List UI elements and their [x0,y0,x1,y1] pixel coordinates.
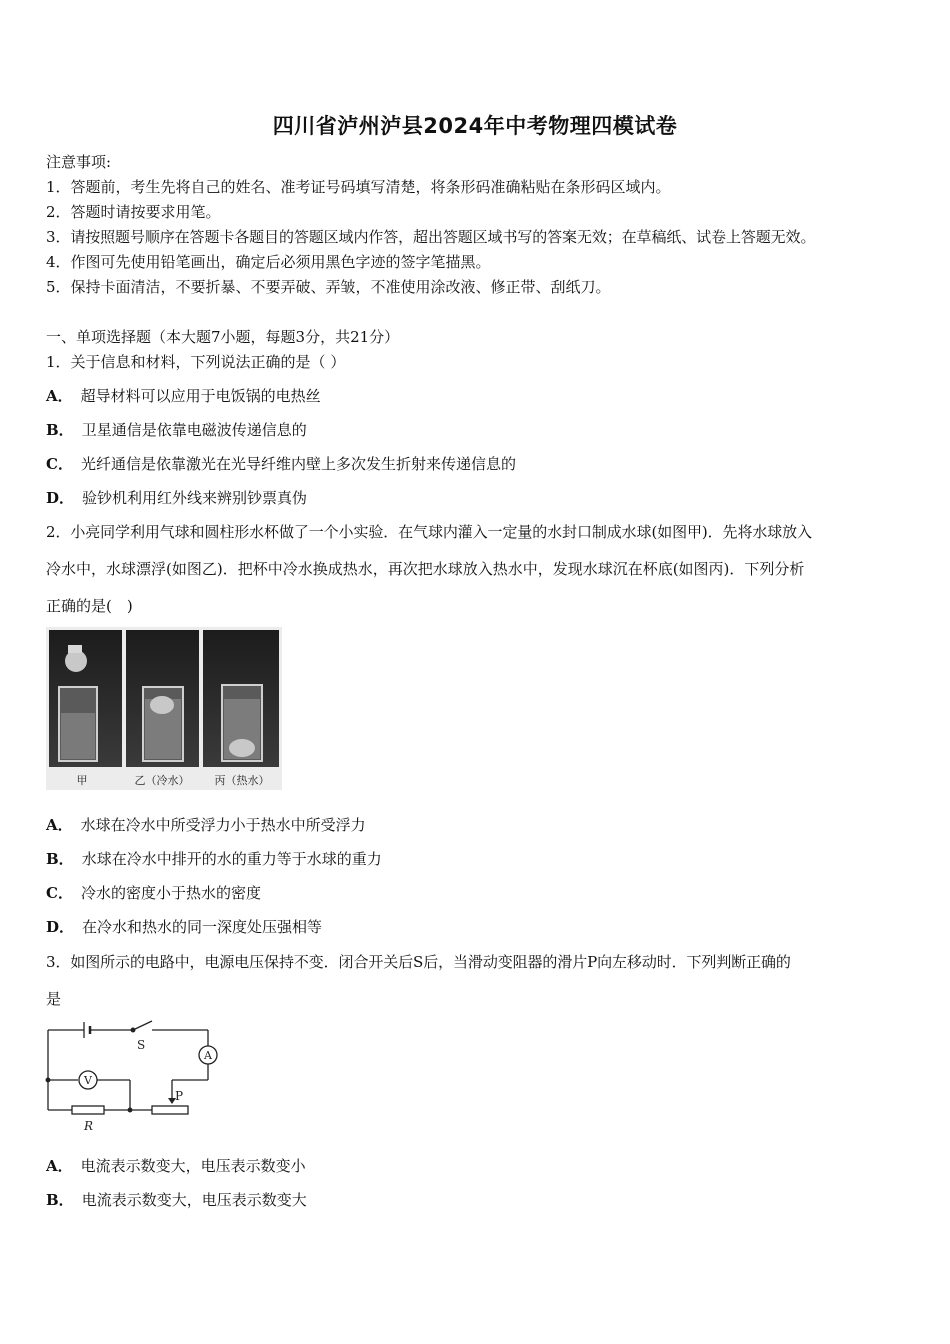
option-letter: B． [46,850,74,868]
option-text: 水球在冷水中排开的水的重力等于水球的重力 [81,850,382,868]
notice-item: 2．答题时请按要求用笔。 [46,203,221,221]
question-3-stem: 是 [46,990,62,1008]
q2-option-d [46,917,322,937]
option-text: 水球在冷水中所受浮力小于热水中所受浮力 [80,816,366,834]
page-title: 四川省泸州泸县2024年中考物理四模试卷 [272,114,678,138]
option-text: 卫星通信是依靠电磁波传递信息的 [81,421,307,439]
q1-option-d [46,488,307,508]
option-text: 冷水的密度小于热水的密度 [80,884,261,902]
q1-option-c [46,454,516,474]
question-3-stem: 3．如图所示的电路中，电源电压保持不变．闭合开关后S后，当滑动变阻器的滑片P向左移动时．下列判断正确的 [46,953,791,971]
option-text: 在冷水和热水的同一深度处压强相等 [82,918,323,936]
voltmeter-label: V [84,1074,92,1087]
q3-option-a [46,1156,306,1176]
section-heading: 一、单项选择题（本大题7小题，每题3分，共21分） [46,328,400,346]
q2-option-a [46,815,366,835]
notice-item: 4．作图可先使用铅笔画出，确定后必须用黑色字迹的签字笔描黑。 [46,253,491,271]
question-2-stem: 冷水中，水球漂浮(如图乙)．把杯中冷水换成热水，再次把水球放入热水中，发现水球沉在杯底(如图丙)．下列分析 [46,560,805,578]
option-letter: D． [46,918,75,936]
option-letter: A． [46,387,73,405]
option-letter: A． [46,1157,73,1175]
option-letter: B． [46,1191,74,1209]
option-text: 电流表示数变大，电压表示数变小 [80,1157,306,1175]
ammeter-label: A [204,1049,212,1062]
figure-label: 乙（冷水） [134,774,190,787]
option-letter: C． [46,455,73,473]
question-1-stem: 1．关于信息和材料，下列说法正确的是（ ） [46,353,346,371]
notice-item: 1．答题前，考生先将自己的姓名、准考证号码填写清楚，将条形码准确粘贴在条形码区域内。 [46,178,671,196]
option-letter: A． [46,816,73,834]
switch-blade [133,1021,152,1030]
figure-label: 丙（热水） [214,774,270,787]
question-2-stem: 2．小亮同学利用气球和圆柱形水杯做了一个小实验．在气球内灌入一定量的水封口制成水球(如图甲)．先将水球放入 [46,523,812,541]
option-text: 超导材料可以应用于电饭锅的电热丝 [80,387,321,405]
question-2-stem: 正确的是( ) [46,597,133,615]
option-letter: C． [46,884,73,902]
notice-item: 5．保持卡面清洁，不要折暴、不要弄破、弄皱，不准使用涂改液、修正带、刮纸刀。 [46,278,611,296]
option-letter: D． [46,489,75,507]
q2-option-c [46,883,261,903]
q3-option-b [46,1190,307,1210]
q2-option-b [46,849,382,869]
figure-label: 甲 [76,774,88,787]
option-text: 验钞机利用红外线来辨别钞票真伪 [82,489,308,507]
q1-option-a [46,386,321,406]
resistor-r [72,1106,104,1114]
option-text: 光纤通信是依靠激光在光导纤维内壁上多次发生折射来传递信息的 [80,455,516,473]
circuit-diagram [44,1018,224,1136]
water-balloon-photo [46,627,282,790]
resistor-label: R [84,1119,94,1133]
option-text: 电流表示数变大，电压表示数变大 [81,1191,307,1209]
switch-label: S [137,1038,146,1052]
q1-option-b [46,420,307,440]
notice-heading: 注意事项: [46,153,112,171]
slider-label: P [175,1089,184,1103]
rheostat [152,1106,188,1114]
notice-item: 3．请按照题号顺序在答题卡各题目的答题区域内作答，超出答题区域书写的答案无效；在草稿纸、试卷上答题无效。 [46,228,816,246]
option-letter: B． [46,421,74,439]
